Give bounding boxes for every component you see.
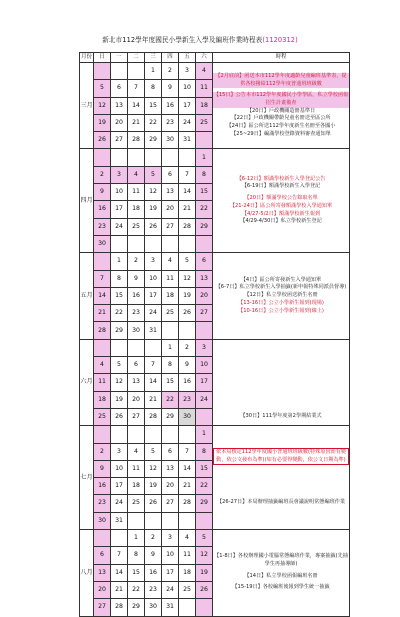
day-cell	[111, 426, 128, 443]
month-label: 三月	[80, 63, 94, 149]
day-cell: 7	[94, 270, 111, 287]
day-cell: 29	[196, 218, 213, 235]
day-cell: 29	[162, 408, 179, 425]
day-cell: 16	[145, 564, 162, 581]
day-cell: 12	[94, 97, 111, 114]
day-cell: 4	[196, 63, 213, 80]
day-cell: 14	[128, 97, 145, 114]
day-cell	[145, 512, 162, 529]
event-item: 【25~29日】編滿學校登錄資料審查通知單	[231, 130, 331, 137]
day-cell: 28	[111, 599, 128, 616]
day-cell: 30	[128, 322, 145, 339]
event-item: 【6-7日】私立學校新生入學抽籤(新申報特殊同派員督導)	[215, 284, 347, 291]
day-cell: 6	[196, 253, 213, 270]
day-cell: 13	[128, 374, 145, 391]
week-row	[80, 149, 350, 166]
day-cell: 15	[111, 287, 128, 304]
day-cell: 23	[145, 581, 162, 598]
day-cell: 9	[128, 270, 145, 287]
day-cell: 22	[128, 581, 145, 598]
day-cell: 17	[179, 97, 196, 114]
event-item: 【30日】111學年度第2學期結業式	[240, 412, 322, 419]
day-cell: 11	[179, 547, 196, 564]
month-events	[213, 426, 350, 530]
day-cell: 22	[196, 201, 213, 218]
day-cell: 21	[145, 391, 162, 408]
event-item: 【21-24日】區公所寄發額滿學校入學通知單	[229, 202, 333, 209]
day-cell: 17	[111, 201, 128, 218]
day-cell: 13	[162, 184, 179, 201]
day-cell: 2	[179, 339, 196, 356]
day-cell: 26	[94, 132, 111, 149]
day-cell: 24	[111, 218, 128, 235]
event-item: 【10-16日】公立小學新生報到(線上)	[238, 307, 324, 314]
day-cell: 27	[162, 218, 179, 235]
month-events	[213, 530, 350, 616]
day-cell: 28	[128, 132, 145, 149]
day-cell	[94, 253, 111, 270]
day-cell: 21	[111, 581, 128, 598]
day-cell	[94, 530, 111, 547]
event-item: 【2月底前】函送本市112學年度適齡兒童編班基準表，提供各校撥給112學年度普通班班級數	[213, 73, 349, 88]
day-cell: 16	[94, 201, 111, 218]
day-cell	[94, 339, 111, 356]
month-label: 六月	[80, 339, 94, 425]
header-month: 月份	[80, 53, 94, 63]
day-cell: 12	[145, 460, 162, 477]
day-cell: 28	[179, 495, 196, 512]
day-cell: 5	[179, 253, 196, 270]
day-cell: 27	[128, 408, 145, 425]
day-cell: 4	[179, 530, 196, 547]
month-events	[213, 149, 350, 253]
event-item: 【4/29-4/30日】私立學校新生登記	[240, 218, 322, 225]
day-cell: 4	[162, 253, 179, 270]
day-cell	[196, 512, 213, 529]
day-cell: 21	[179, 478, 196, 495]
day-cell: 19	[179, 287, 196, 304]
day-cell	[162, 512, 179, 529]
day-cell: 29	[111, 322, 128, 339]
day-cell: 27	[162, 495, 179, 512]
event-item: 【15日】公告本市112學年度國民小學學區，私立學校函報招生計畫備查	[213, 92, 349, 107]
page-title	[0, 34, 400, 44]
day-cell: 24	[145, 305, 162, 322]
day-cell: 8	[128, 547, 145, 564]
day-cell: 25	[162, 305, 179, 322]
day-cell: 20	[128, 391, 145, 408]
day-cell: 31	[145, 322, 162, 339]
day-cell: 25	[179, 581, 196, 598]
title-text: 新北市112學年度國民小學新生入學及編班作業時程表	[102, 36, 263, 44]
day-cell: 21	[128, 114, 145, 131]
day-cell: 10	[111, 184, 128, 201]
day-cell: 11	[128, 460, 145, 477]
day-cell: 11	[162, 270, 179, 287]
day-cell: 18	[128, 478, 145, 495]
day-cell: 15	[196, 460, 213, 477]
day-cell: 8	[145, 80, 162, 97]
day-cell	[128, 235, 145, 252]
day-cell: 2	[94, 443, 111, 460]
day-cell: 22	[145, 114, 162, 131]
day-cell: 31	[111, 512, 128, 529]
event-item: 【24日】區公所送112學年度新生名冊至各國小	[226, 123, 336, 130]
day-cell: 24	[179, 114, 196, 131]
day-cell: 17	[196, 374, 213, 391]
day-cell: 5	[94, 80, 111, 97]
event-item: 【15-19日】各校編班後報到學生統一抽籤	[232, 584, 330, 591]
day-cell: 3	[162, 530, 179, 547]
day-cell: 25	[128, 495, 145, 512]
day-cell	[196, 599, 213, 616]
event-item: 【20日】戶政機關造冊基準日	[246, 107, 316, 114]
day-cell	[111, 235, 128, 252]
day-cell: 24	[111, 495, 128, 512]
day-cell: 23	[94, 495, 111, 512]
day-cell: 3	[145, 253, 162, 270]
day-cell: 9	[162, 80, 179, 97]
day-cell: 30	[94, 512, 111, 529]
day-cell: 22	[162, 391, 179, 408]
week-row	[80, 426, 350, 443]
day-cell: 13	[94, 564, 111, 581]
day-cell: 31	[162, 599, 179, 616]
day-cell: 26	[179, 305, 196, 322]
day-cell: 10	[145, 270, 162, 287]
day-cell: 13	[196, 270, 213, 287]
day-cell: 22	[111, 305, 128, 322]
day-cell: 29	[128, 599, 145, 616]
day-cell: 8	[162, 357, 179, 374]
day-cell: 7	[145, 357, 162, 374]
day-cell: 9	[145, 547, 162, 564]
header-day-tue: 二	[128, 53, 145, 63]
day-cell: 18	[179, 564, 196, 581]
day-cell	[179, 599, 196, 616]
day-cell: 23	[162, 114, 179, 131]
day-cell: 19	[145, 201, 162, 218]
day-cell: 17	[111, 478, 128, 495]
day-cell	[145, 149, 162, 166]
day-cell: 19	[196, 564, 213, 581]
day-cell: 20	[162, 478, 179, 495]
day-cell: 11	[196, 80, 213, 97]
day-cell	[128, 512, 145, 529]
day-cell: 14	[111, 564, 128, 581]
day-cell: 7	[179, 443, 196, 460]
header-row	[80, 53, 350, 63]
version-tag: (1120312)	[262, 36, 298, 44]
day-cell: 2	[94, 166, 111, 183]
day-cell: 27	[94, 599, 111, 616]
day-cell: 28	[145, 408, 162, 425]
event-item: 【1-8日】各校辦理國小電腦常態編班作業，專案抽籤(先抽學生再抽導師)	[214, 553, 348, 568]
day-cell	[145, 235, 162, 252]
day-cell: 11	[128, 184, 145, 201]
day-cell: 9	[179, 357, 196, 374]
day-cell: 28	[94, 322, 111, 339]
day-cell: 3	[111, 166, 128, 183]
day-cell: 20	[111, 114, 128, 131]
day-cell	[179, 426, 196, 443]
header-events: 時程	[213, 53, 350, 63]
month-events	[213, 63, 350, 149]
day-cell: 9	[94, 184, 111, 201]
event-item: 【6-12日】額滿學校新生入學登記公告	[236, 175, 326, 182]
week-row	[80, 253, 350, 270]
day-cell: 5	[145, 166, 162, 183]
day-cell: 7	[111, 547, 128, 564]
day-cell: 6	[162, 166, 179, 183]
header-day-mon: 一	[111, 53, 128, 63]
day-cell	[145, 339, 162, 356]
day-cell: 30	[94, 235, 111, 252]
day-cell: 25	[196, 114, 213, 131]
month-label: 七月	[80, 426, 94, 530]
day-cell	[162, 235, 179, 252]
day-cell	[111, 530, 128, 547]
week-row	[80, 530, 350, 547]
day-cell: 18	[128, 201, 145, 218]
day-cell: 16	[179, 374, 196, 391]
day-cell: 2	[145, 530, 162, 547]
day-cell: 29	[145, 132, 162, 149]
day-cell: 2	[162, 63, 179, 80]
header-day-thu: 四	[162, 53, 179, 63]
day-cell	[128, 149, 145, 166]
day-cell: 1	[145, 63, 162, 80]
day-cell: 14	[145, 374, 162, 391]
event-item: 【4日】區公所寄發新生入學通知單	[240, 276, 322, 283]
day-cell: 14	[179, 460, 196, 477]
day-cell: 18	[94, 391, 111, 408]
day-cell: 24	[162, 581, 179, 598]
schedule-table	[79, 52, 350, 617]
day-cell	[196, 322, 213, 339]
day-cell: 20	[196, 287, 213, 304]
day-cell: 16	[128, 287, 145, 304]
month-events	[213, 339, 350, 425]
day-cell: 6	[128, 357, 145, 374]
day-cell: 20	[94, 581, 111, 598]
day-cell	[162, 426, 179, 443]
day-cell: 10	[111, 460, 128, 477]
day-cell: 31	[179, 132, 196, 149]
day-cell: 1	[162, 339, 179, 356]
day-cell: 18	[196, 97, 213, 114]
event-item: 【20日】額滿學校公告錄取名單	[244, 195, 318, 202]
day-cell: 4	[128, 166, 145, 183]
day-cell: 28	[179, 218, 196, 235]
day-cell: 10	[196, 357, 213, 374]
day-cell	[128, 426, 145, 443]
day-cell: 7	[179, 166, 196, 183]
day-cell	[111, 63, 128, 80]
day-cell	[94, 63, 111, 80]
day-cell: 12	[179, 270, 196, 287]
day-cell: 1	[196, 426, 213, 443]
day-cell	[145, 426, 162, 443]
day-cell: 30	[145, 599, 162, 616]
day-cell: 15	[162, 374, 179, 391]
day-cell: 23	[94, 218, 111, 235]
day-cell: 30	[162, 132, 179, 149]
day-cell: 19	[111, 391, 128, 408]
day-cell: 20	[162, 201, 179, 218]
day-cell: 22	[196, 478, 213, 495]
day-cell: 9	[94, 460, 111, 477]
day-cell: 26	[196, 581, 213, 598]
week-row	[80, 339, 350, 356]
day-cell	[94, 149, 111, 166]
event-item: 【12日】私立學校函送新生名冊	[244, 292, 318, 299]
day-cell: 7	[128, 80, 145, 97]
month-label: 四月	[80, 149, 94, 253]
day-cell: 3	[179, 63, 196, 80]
day-cell: 21	[94, 305, 111, 322]
day-cell	[179, 512, 196, 529]
event-item: 【22日】戶政機關帶齡兒童名冊送至區公所	[231, 115, 331, 122]
day-cell: 10	[179, 80, 196, 97]
day-cell: 26	[145, 495, 162, 512]
day-cell: 18	[162, 287, 179, 304]
day-cell	[162, 322, 179, 339]
day-cell: 1	[196, 149, 213, 166]
day-cell: 1	[128, 530, 145, 547]
month-label: 五月	[80, 253, 94, 339]
day-cell: 12	[111, 374, 128, 391]
header-day-sun: 日	[94, 53, 111, 63]
day-cell: 27	[111, 132, 128, 149]
day-cell: 4	[94, 357, 111, 374]
day-cell	[179, 149, 196, 166]
day-cell: 16	[94, 478, 111, 495]
day-cell: 19	[145, 478, 162, 495]
day-cell: 2	[128, 253, 145, 270]
day-cell: 13	[162, 460, 179, 477]
event-item: 【26-27日】本局辦理抽籤編班長會議說明常態編班作業	[216, 499, 346, 506]
day-cell: 10	[162, 547, 179, 564]
day-cell: 23	[128, 305, 145, 322]
day-cell: 3	[111, 443, 128, 460]
day-cell: 12	[196, 547, 213, 564]
day-cell: 21	[179, 201, 196, 218]
day-cell: 4	[128, 443, 145, 460]
day-cell	[196, 408, 213, 425]
day-cell	[128, 339, 145, 356]
day-cell	[179, 322, 196, 339]
event-item: 依本局核定112學年度國小普通班班級數(特殊原因而有變動，依公文發布為準)(如有必要得變動，依公文日期為準)	[213, 448, 349, 465]
day-cell: 8	[196, 443, 213, 460]
day-cell: 15	[145, 97, 162, 114]
day-cell: 3	[196, 339, 213, 356]
day-cell: 5	[196, 530, 213, 547]
schedule-body	[80, 63, 350, 617]
day-cell: 27	[196, 305, 213, 322]
day-cell: 24	[196, 391, 213, 408]
day-cell: 25	[128, 218, 145, 235]
day-cell	[179, 235, 196, 252]
event-item: 【13-16日】公立小學新生報到(現場)	[238, 299, 324, 306]
day-cell: 11	[94, 374, 111, 391]
day-cell: 26	[111, 408, 128, 425]
header-day-wed: 三	[145, 53, 162, 63]
day-cell: 6	[162, 443, 179, 460]
day-cell: 30	[179, 408, 196, 425]
day-cell: 16	[162, 97, 179, 114]
event-item: 【4/27-5/2日】額滿學校新生報到	[241, 210, 321, 217]
day-cell: 29	[196, 495, 213, 512]
day-cell	[196, 235, 213, 252]
month-label: 八月	[80, 530, 94, 616]
day-cell: 17	[162, 564, 179, 581]
week-row	[80, 63, 350, 80]
day-cell: 14	[179, 184, 196, 201]
day-cell: 8	[196, 166, 213, 183]
day-cell	[94, 426, 111, 443]
day-cell: 6	[111, 80, 128, 97]
day-cell: 17	[145, 287, 162, 304]
day-cell: 19	[94, 114, 111, 131]
day-cell: 26	[145, 218, 162, 235]
day-cell	[128, 63, 145, 80]
day-cell: 5	[145, 443, 162, 460]
day-cell: 23	[179, 391, 196, 408]
month-events	[213, 253, 350, 339]
day-cell: 8	[111, 270, 128, 287]
day-cell: 13	[111, 97, 128, 114]
day-cell	[111, 149, 128, 166]
day-cell: 1	[111, 253, 128, 270]
day-cell: 5	[111, 357, 128, 374]
day-cell: 15	[196, 184, 213, 201]
day-cell: 14	[94, 287, 111, 304]
event-item: 【14日】私立學校函報編班名冊	[244, 572, 318, 579]
day-cell: 12	[145, 184, 162, 201]
day-cell	[111, 339, 128, 356]
header-day-sat: 六	[196, 53, 213, 63]
day-cell: 15	[128, 564, 145, 581]
event-item: 【6-19日】額滿學校新生入學登記	[241, 183, 321, 190]
day-cell: 25	[94, 408, 111, 425]
header-day-fri: 五	[179, 53, 196, 63]
day-cell	[196, 132, 213, 149]
day-cell: 6	[94, 547, 111, 564]
day-cell	[162, 149, 179, 166]
